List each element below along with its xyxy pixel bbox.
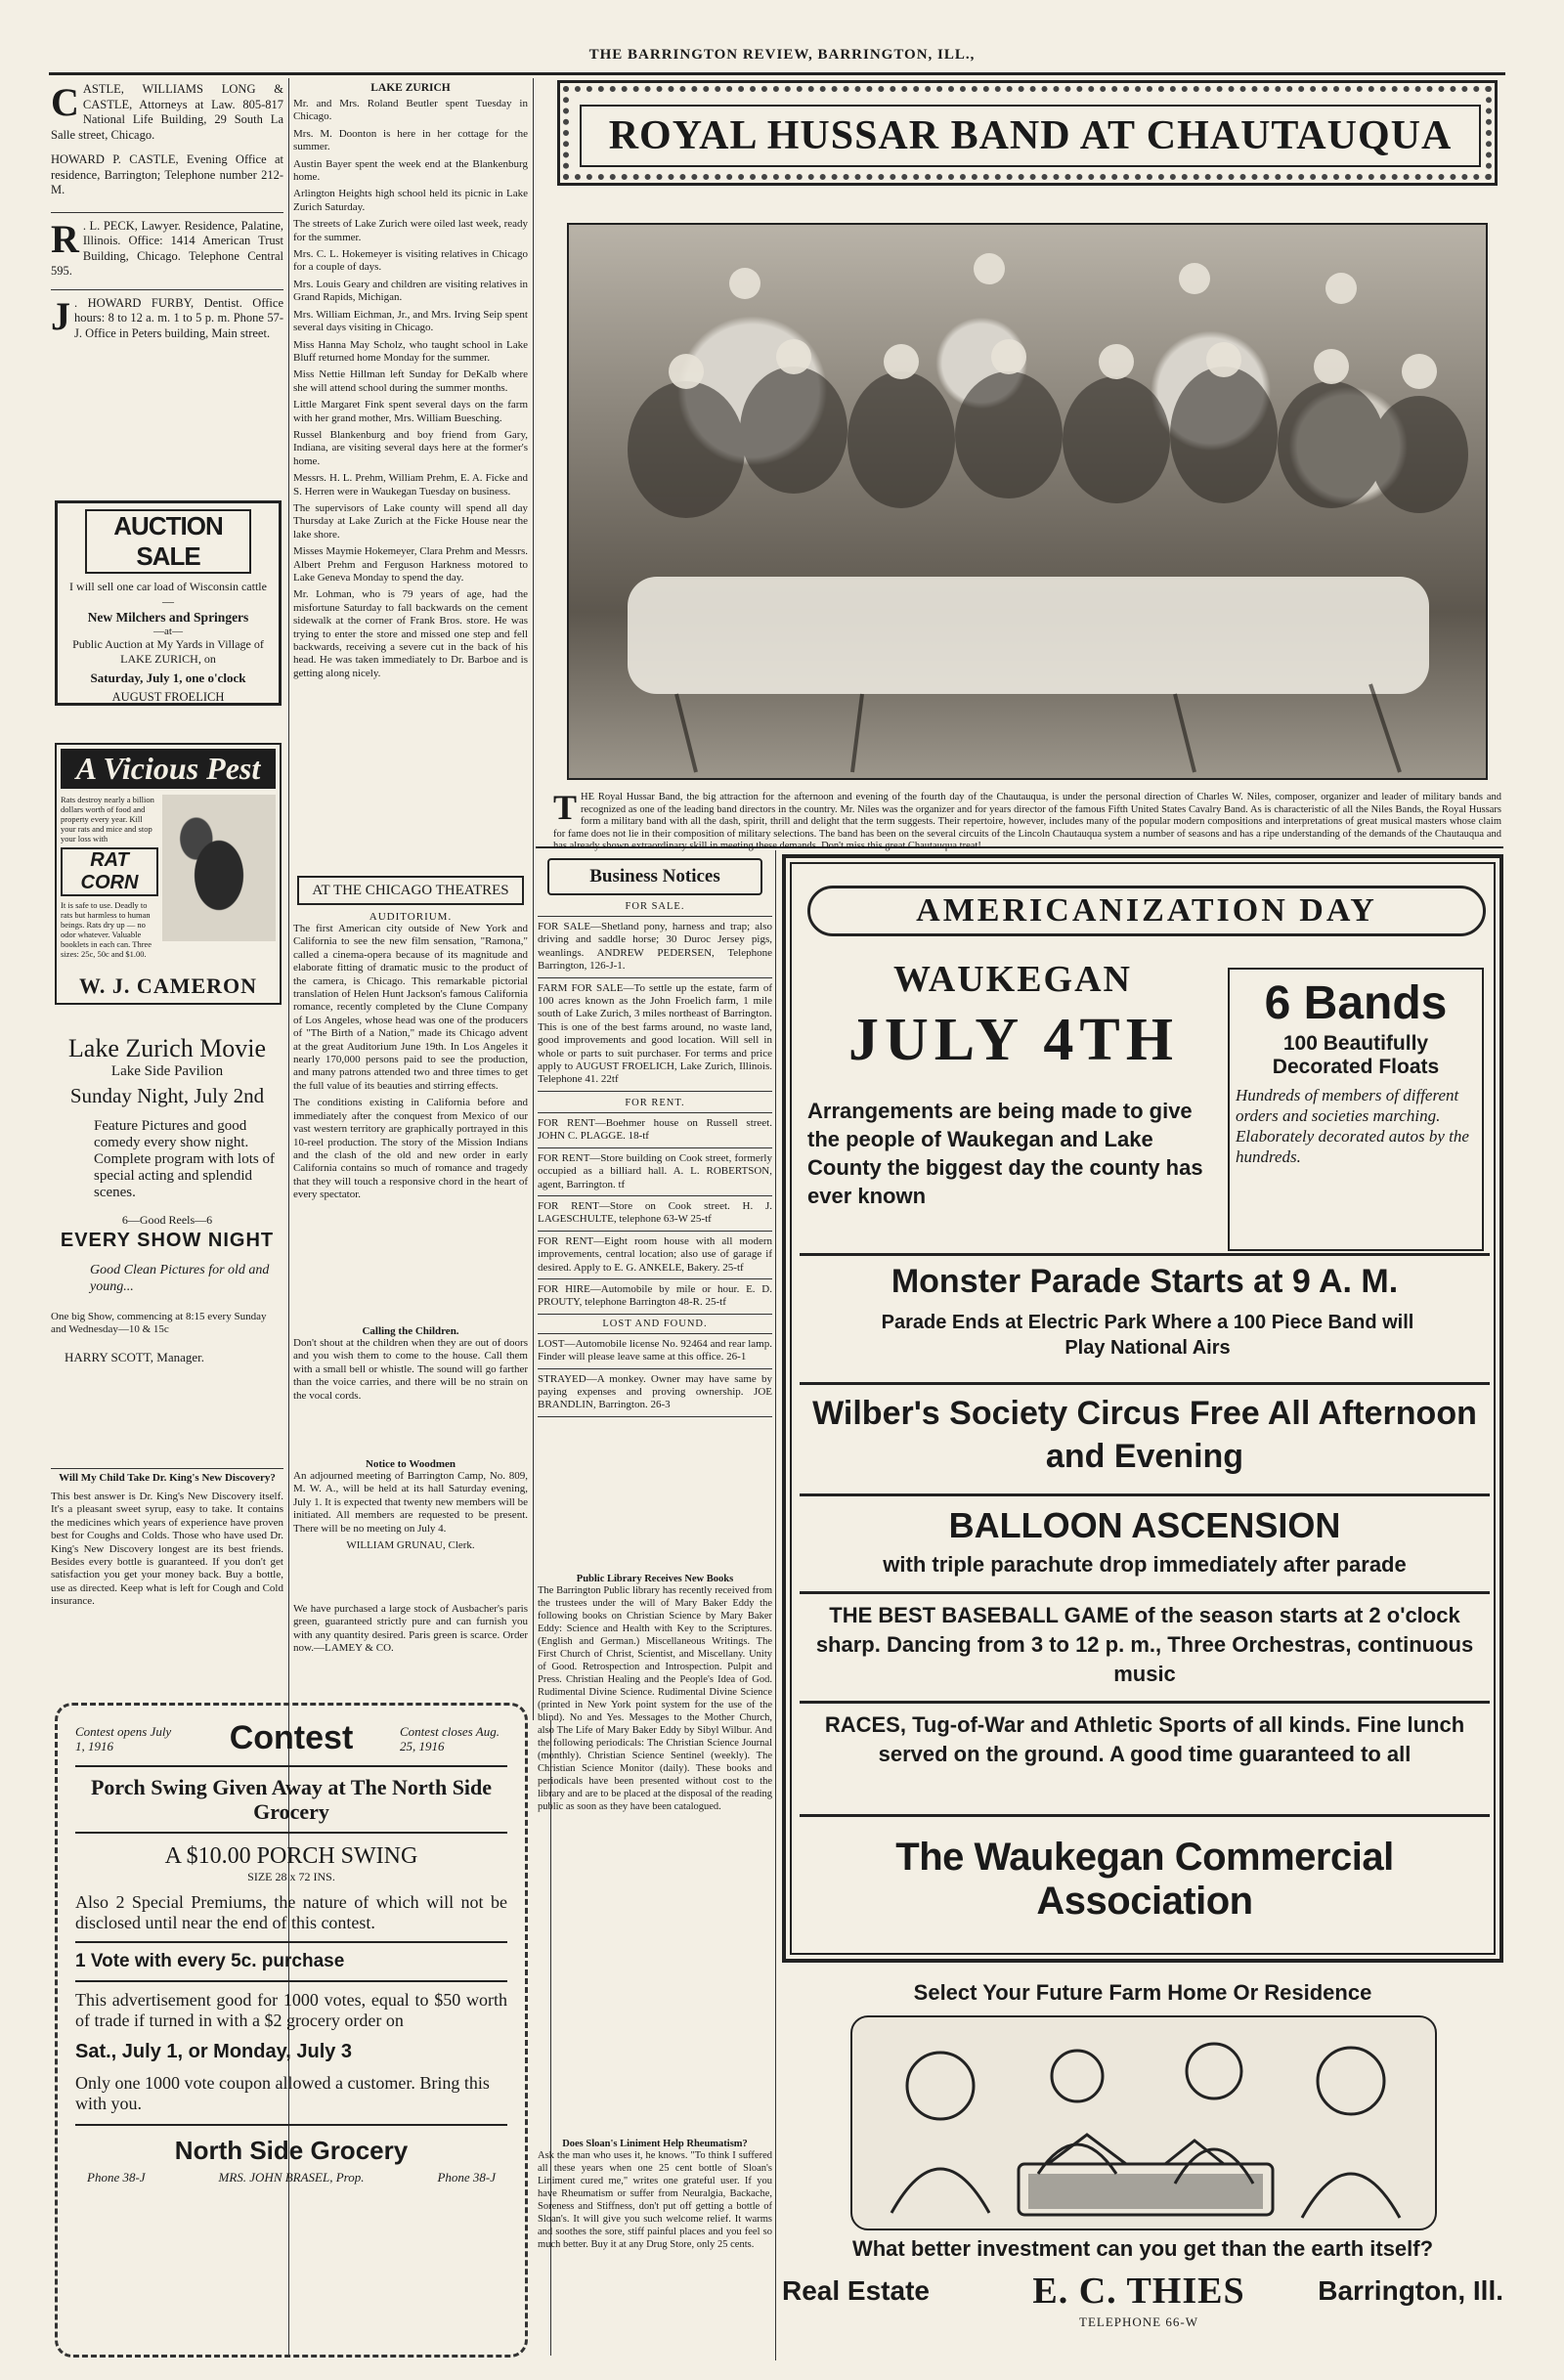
vote-rule: 1 Vote with every 5c. purchase bbox=[75, 1951, 345, 1971]
auction-date: Saturday, July 1, one o'clock bbox=[90, 671, 246, 685]
movie-title: Lake Zurich Movie bbox=[67, 1034, 267, 1062]
movie-schedule: One big Show, commencing at 8:15 every Sunday and Wednesday—10 & 15c bbox=[51, 1311, 267, 1335]
news-item: Messrs. H. L. Prehm, William Prehm, E. A. Ficke and S. Herren were in Waukegan Tuesday on business. bbox=[293, 472, 528, 498]
news-item: Austin Bayer spent the week end at the Blankenburg home. bbox=[293, 157, 528, 184]
merchant-name: W. J. CAMERON bbox=[78, 974, 258, 998]
movie-date: Sunday Night, July 2nd bbox=[69, 1084, 265, 1107]
divider bbox=[51, 1468, 283, 1469]
lake-zurich-news bbox=[293, 82, 528, 854]
phone-left: Phone 38-J bbox=[87, 2170, 146, 2185]
column-rule-3 bbox=[775, 850, 776, 2360]
notices-title: Business Notices bbox=[547, 858, 762, 895]
ec-thies-real-estate-ad bbox=[782, 1972, 1503, 2356]
movie-reels: 6—Good Reels—6 bbox=[121, 1213, 213, 1227]
news-item: Mrs. M. Doonton is here in her cottage for the summer. bbox=[293, 127, 528, 153]
divider bbox=[538, 1416, 772, 1417]
notice-head: Notice to Woodmen bbox=[365, 1458, 456, 1470]
dr-king-article bbox=[51, 1472, 283, 1667]
hussar-caption: THE Royal Hussar Band, the big attraction for the afternoon and evening of the fourth day of the Chautauqua, is under the personal direction of Charles W. Niles, composer, organizer and leader of military bands and recognized as one of the leading band directors in the country. Mr. Niles was the organizer and for years director of the famous Fifth United States Cavalry Band. As is characteristic of all the Niles Bands, the Royal Hussars form a military band with all the dash, spirit, thrill and delight that the term suggests. Their repertoire, however, includes many of the popular modern compositions and interpretations of great musical masters whose claim for fame does not lie in their composition of military selections. The band has been on the several circuits of the Lincoln Chautauqua system a number of seasons and has a ripe understanding of the demands of the Chautauqua and has already shown extraordinary skill in meeting these demands. Don't miss this great Chautauqua treat! bbox=[553, 788, 1501, 852]
card-peck: R . L. PECK, Lawyer. Residence, Palatine, Illinois. Office: 1414 American Trust Building, Chicago. Telephone Central 595. bbox=[51, 216, 283, 278]
news-item: Mr. and Mrs. Roland Beutler spent Tuesday in Chicago. bbox=[293, 98, 528, 123]
notice-body: An adjourned meeting of Barrington Camp, No. 809, M. W. A., will be held at its hall Saturday evening, July 1. It is expected that twenty new members will be initiated. All members are requested to be present. There will be no meeting on July 4. bbox=[293, 1470, 528, 1535]
auditorium-head: AUDITORIUM. bbox=[369, 911, 453, 923]
advertisement-votes: This advertisement good for 1000 votes, equal to $50 worth of trade if turned in with a $2 grocery order on bbox=[75, 1990, 507, 2030]
news-item: Miss Nettie Hillman left Sunday for DeKalb where she will attend school during the summer months. bbox=[293, 368, 528, 394]
news-item: Miss Hanna May Scholz, who taught school in Lake Bluff returned home Monday for the summer. bbox=[293, 338, 528, 364]
calling-children-article bbox=[293, 1325, 528, 1452]
divider bbox=[536, 846, 1503, 848]
product-desc: It is safe to use. Deadly to rats but harmless to human beings. Rats dry up — no odor whatever. Valuable booklets in each can. Three sizes: 25c, 50c and $1.00. bbox=[61, 900, 152, 959]
card-howard-castle: HOWARD P. CASTLE, Evening Office at residence, Barrington; Telephone number 212-M. bbox=[51, 152, 283, 196]
divider bbox=[538, 1231, 772, 1232]
rat-corn-ad bbox=[55, 743, 282, 1005]
chicago-theatres-article bbox=[293, 911, 528, 1321]
north-side-grocery-contest-ad bbox=[55, 1703, 528, 2358]
article-headline: Will My Child Take Dr. King's New Discovery? bbox=[59, 1472, 276, 1484]
auction-sale-ad bbox=[55, 500, 282, 706]
real-estate-label: Real Estate bbox=[782, 2275, 930, 2306]
location: Barrington, Ill. bbox=[1318, 2275, 1503, 2306]
auction-title: AUCTION SALE bbox=[85, 509, 251, 574]
for-sale-head: FOR SALE. bbox=[625, 901, 685, 912]
professional-cards bbox=[51, 82, 283, 493]
family-illustration bbox=[850, 2015, 1437, 2230]
races-lunch: RACES, Tug-of-War and Athletic Sports of all kinds. Fine lunch served on the ground. A good time guaranteed to all bbox=[824, 1712, 1465, 1766]
news-item: Little Margaret Fink spent several days on the farm with her grand mother, Mrs. William Buesching. bbox=[293, 399, 528, 424]
library-article bbox=[538, 1574, 772, 2082]
classified-ad: FOR RENT—Store on Cook street. H. J. LAGESCHULTE, telephone 63-W 25-tf bbox=[538, 1199, 772, 1226]
news-item: Arlington Heights high school held its picnic in Lake Zurich Saturday. bbox=[293, 188, 528, 213]
thies-name: E. C. THIES bbox=[1032, 2271, 1245, 2312]
prize-size: SIZE 28 x 72 INS. bbox=[247, 1870, 335, 1883]
prize: A $10.00 PORCH SWING bbox=[164, 1843, 418, 1869]
sloans-liniment-article bbox=[538, 2139, 772, 2354]
for-rent-list bbox=[538, 1117, 772, 1315]
americanization-day-ad bbox=[782, 854, 1503, 1963]
phone-right: Phone 38-J bbox=[437, 2170, 496, 2185]
auction-seller: AUGUST FROELICH bbox=[111, 690, 225, 704]
classified-ad: FOR SALE—Shetland pony, harness and trap; also driving and saddle horse; 30 Duroc Jersey pigs, weanlings. ANDREW PEDERSEN, Telephone Barrington, 126-J-1. bbox=[538, 921, 772, 973]
lost-found-head: LOST AND FOUND. bbox=[602, 1318, 708, 1329]
masthead-rule bbox=[49, 72, 1505, 75]
for-rent-head: FOR RENT. bbox=[625, 1097, 685, 1108]
divider bbox=[538, 1091, 772, 1092]
news-items bbox=[293, 98, 528, 680]
floats: 100 Beautifully Decorated Floats bbox=[1272, 1032, 1440, 1078]
divider bbox=[538, 1195, 772, 1196]
ad-headline: Select Your Future Farm Home Or Residence bbox=[913, 1980, 1372, 2005]
movie-good-clean: Good Clean Pictures for old and young... bbox=[90, 1263, 270, 1294]
article-body: The Barrington Public library has recently received from the trustees under the will of Mary Baker Eddy the following books on Christian Science by Mary Baker Eddy: Science and Health with Key to the Scriptures. (English and German.) Miscellaneous Writings. The First Church of Christ, Scientist, and Miscellany. Unity of Good. Retrospection and Introspection. Pulpit and Press. Christian Healing and the People's Idea of God. Rudimental Divine Science. Rudimental Divine Science (printed in New York point system for the use of the blind). No and Yes. Messages to the Mother Church, also The Life of Mary Baker Eddy by Sibyl Wilbur. And the following periodicals: The Christian Science Journal (monthly). Christian Science Sentinel (weekly). The Christian Science Monitor (daily). These books and periodicals have been presented without cost to the library and are to be placed at the disposal of the reading public as soon as they have been catalogued. bbox=[538, 1585, 772, 1812]
investment-question: What better investment can you get than the earth itself? bbox=[851, 2236, 1434, 2261]
masthead: THE BARRINGTON REVIEW, BARRINGTON, ILL., bbox=[588, 47, 976, 63]
column-rule-2 bbox=[533, 78, 534, 1720]
hussar-title: ROYAL HUSSAR BAND AT CHAUTAUQUA bbox=[580, 105, 1481, 167]
auditorium-body: The first American city outside of New York and California to see the new film sensation, "Ramona," called a cinema-opera because of its magnitude and elaborate fitting of dramatic music to the product of the camera, is Chicago. This remarkable pictorial translation of Helen Hunt Jackson's famous California romance, recently completed by the Clune Company of Los Angeles, whose head was one of the producers of "The Birth of a Nation," made its Chicago advent at the great Auditorium June 19th. In Los Angeles it nearly 170,000 persons paid to see the production, and many patrons attended two and three times to get the full value of its beauties and stirring effects. bbox=[293, 923, 528, 1092]
news-item: Russel Blankenburg and boy friend from Gary, Indiana, are visiting several days here at the former's home. bbox=[293, 428, 528, 467]
divider bbox=[538, 1147, 772, 1148]
article-body: Ask the man who uses it, he knows. "To think I suffered all these years when one 25 cent bottle of Sloan's Liniment cured me," writes one grateful user. If you have Rheumatism or suffer from Neuralgia, Backache, Soreness and Stiffness, don't put off getting a bottle of Sloan's. It will give you such welcome relief. It warms and soothes the sore, stiff painful places and you feel so much better. Buy it at any Drug Store, only 25 cents. bbox=[538, 2150, 772, 2250]
grocery-name: North Side Grocery bbox=[174, 2136, 409, 2165]
movie-every-show: EVERY SHOW NIGHT bbox=[60, 1230, 275, 1251]
coupon-limit: Only one 1000 vote coupon allowed a customer. Bring this with you. bbox=[75, 2073, 490, 2113]
divider bbox=[538, 1278, 772, 1279]
baseball-dancing: THE BEST BASEBALL GAME of the season starts at 2 o'clock sharp. Dancing from 3 to 12 p. m., Three Orchestras, continuous music bbox=[815, 1603, 1474, 1686]
ad-body: Rats destroy nearly a billion dollars worth of food and property every year. Kill your rats and mice and stop your loss with bbox=[61, 795, 154, 844]
classified-ad: FOR RENT—Eight room house with all modern improvements, central location; also use of garage if desired. Apply to E. G. ANKELE, Bakery. 25-tf bbox=[538, 1234, 772, 1274]
article-head: Calling the Children. bbox=[362, 1325, 459, 1337]
association-name: The Waukegan Commercial Association bbox=[895, 1836, 1394, 1923]
circus-headline: Wilber's Society Circus Free All Afternoon and Evening bbox=[812, 1395, 1477, 1475]
parade-headline: Monster Parade Starts at 9 A. M. bbox=[891, 1263, 1399, 1300]
divider bbox=[51, 212, 283, 213]
classified-ad: STRAYED—A monkey. Owner may have same by paying expenses and proving ownership. JOE BRANDLIN, Barrington. 26-3 bbox=[538, 1372, 772, 1411]
chicago-theatres-head: AT THE CHICAGO THEATRES bbox=[297, 876, 524, 905]
divider bbox=[538, 1314, 772, 1315]
movie-manager: HARRY SCOTT, Manager. bbox=[65, 1350, 204, 1364]
divider bbox=[538, 977, 772, 978]
auction-line-3: —at— bbox=[153, 626, 183, 637]
divider bbox=[51, 289, 283, 290]
contest-closes: Contest closes Aug. 25, 1916 bbox=[400, 1723, 500, 1753]
contest-title: Contest bbox=[229, 1719, 354, 1756]
arrangements: Arrangements are being made to give the people of Waukegan and Lake County the biggest day the county has ever known bbox=[807, 1099, 1203, 1208]
notice-body: We have purchased a large stock of Ausbacher's paris green, guaranteed strictly pure and can furnish you with any quantity desired. Paris green is scarce. Order now.—LAMEY & CO. bbox=[293, 1603, 528, 1655]
woodmen-notice bbox=[293, 1458, 528, 1595]
bands: 6 Bands bbox=[1264, 977, 1448, 1029]
hussar-band-feature bbox=[553, 80, 1501, 852]
parade-details: Parade Ends at Electric Park Where a 100 Piece Band will Play National Airs bbox=[881, 1312, 1414, 1359]
hussar-title-frame bbox=[557, 80, 1498, 186]
rat-illustration bbox=[162, 795, 276, 941]
movie-venue: Lake Side Pavilion bbox=[110, 1063, 224, 1079]
ad-title: A Vicious Pest bbox=[61, 749, 276, 789]
auction-line-2: New Milchers and Springers bbox=[87, 610, 249, 625]
contest-dates: Sat., July 1, or Monday, July 3 bbox=[75, 2041, 353, 2062]
auction-line-4: Public Auction at My Yards in Village of LAKE ZURICH, on bbox=[72, 637, 264, 666]
article-body: Don't shout at the children when they are out of doors and you wish them to come to the house. Call them with a small bell or whistle. The sound will go farther than the voice carries, and there will be no strain on the vocal cords. bbox=[293, 1337, 528, 1402]
band-photograph bbox=[567, 223, 1488, 780]
paris-green-notice bbox=[293, 1603, 528, 1681]
porch-swing-headline: Porch Swing Given Away at The North Side Grocery bbox=[90, 1775, 493, 1824]
classified-ad: FOR RENT—Store building on Cook street, formerly occupied as a billiard hall. A. L. ROBERTSON, agent, Barrington. tf bbox=[538, 1151, 772, 1190]
balloon-details: with triple parachute drop immediately after parade bbox=[883, 1552, 1407, 1577]
divider bbox=[538, 1368, 772, 1369]
family-illustration-art bbox=[852, 2017, 1435, 2229]
news-item: Misses Maymie Hokemeyer, Clara Prehm and Messrs. Albert Prehm and Ferguson Harkness motored to Lake Geneva Monday to spend the day. bbox=[293, 545, 528, 584]
city-name: WAUKEGAN bbox=[892, 959, 1133, 1000]
news-item: The supervisors of Lake county will spend all day Thursday at Lake Zurich at the Ficke House near the lake shore. bbox=[293, 501, 528, 541]
article-head: Public Library Receives New Books bbox=[576, 1574, 734, 1584]
contest-opens: Contest opens July 1, 1916 bbox=[75, 1723, 172, 1753]
marching-societies: Hundreds of members of different orders and societies marching. Elaborately decorated autos by the hundreds. bbox=[1236, 1086, 1469, 1166]
lost-found-list bbox=[538, 1338, 772, 1417]
bands-floats-box bbox=[1228, 968, 1484, 1251]
classified-ad: FARM FOR SALE—To settle up the estate, farm of 100 acres known as the John Froelich farm, 1 mile south of Lake Zurich, 3 miles northeast of Barrington. This is one of the best farms around, no waste land, good improvements and good location. Will sell in whole or parts to suit purchaser. For terms and price apply to AUGUST FROELICH, Lake Zurich, Illinois. Telephone 41. 22tf bbox=[538, 981, 772, 1086]
special-premiums: Also 2 Special Premiums, the nature of which will not be disclosed until near the end of this contest. bbox=[75, 1892, 507, 1932]
news-item: Mrs. William Eichman, Jr., and Mrs. Irving Seip spent several days visiting in Chicago. bbox=[293, 308, 528, 334]
lake-zurich-movie-ad bbox=[51, 1034, 283, 1445]
classified-ad: FOR HIRE—Automobile by mile or hour. E. D. PROUTY, telephone Barrington 48-R. 25-tf bbox=[538, 1282, 772, 1309]
ad-banner: AMERICANIZATION DAY bbox=[807, 886, 1486, 936]
auditorium-body-2: The conditions existing in California before and immediately after the conquest from Mexico of our vast western territory are graphically portrayed in this 10-reel production. The story of the Mission Indians and the clash of the old and new order in early California contains so much of romance and tragedy that they will touch a responsive chord in the heart of every spectator. bbox=[293, 1097, 528, 1201]
product-name: RAT CORN bbox=[61, 847, 158, 896]
classified-ad: FOR RENT—Boehmer house on Russell street. JOHN C. PLAGGE. 18-tf bbox=[538, 1116, 772, 1143]
section-head: LAKE ZURICH bbox=[370, 82, 451, 94]
proprietor: MRS. JOHN BRASEL, Prop. bbox=[218, 2170, 365, 2185]
news-item: Mrs. C. L. Hokemeyer is visiting relatives in Chicago for a couple of days. bbox=[293, 248, 528, 274]
article-head: Does Sloan's Liniment Help Rheumatism? bbox=[562, 2139, 748, 2149]
card-castle-williams: CASTLE, WILLIAMS LONG & CASTLE, Attorneys at Law. 805-817 National Life Building, 29 South La Salle street, Chicago. bbox=[51, 80, 283, 142]
band-silhouettes bbox=[569, 225, 1486, 778]
telephone: TELEPHONE 66-W bbox=[1079, 2315, 1198, 2329]
for-sale-list bbox=[538, 921, 772, 1092]
news-item: Mrs. Louis Geary and children are visiting relatives in Grand Rapids, Michigan. bbox=[293, 278, 528, 304]
auction-line-1: I will sell one car load of Wisconsin cattle— bbox=[69, 580, 267, 608]
classified-ad: LOST—Automobile license No. 92464 and rear lamp. Finder will please leave same at this office. 26-1 bbox=[538, 1337, 772, 1363]
news-item: Mr. Lohman, who is 79 years of age, had the misfortune Saturday to fall backwards on the cement sidewalk at the corner of Frank Bros. store. He was trying to enter the store and missed one step and fell backwards, receiving a severe cut in the back of his head. He was taken immediately to Dr. Barboe and is getting along nicely. bbox=[293, 588, 528, 679]
news-item: The streets of Lake Zurich were oiled last week, ready for the summer. bbox=[293, 218, 528, 243]
notice-signature: WILLIAM GRUNAU, Clerk. bbox=[346, 1539, 475, 1552]
article-body: This best answer is Dr. King's New Discovery itself. It's a pleasant sweet syrup, easy to take. It contains the medicines which years of experience have proven best for Coughs and Colds. Those who have used Dr. King's New Discovery longest are its best friends. Besides every bottle is guaranteed. If you don't get satisfaction you get your money back. Buy a bottle, use as directed. Keep what is left for Cough and Cold insurance. bbox=[51, 1491, 283, 1608]
movie-body: Feature Pictures and good comedy every show night. Complete program with lots of special acting and splendid scenes. bbox=[94, 1118, 275, 1200]
card-furby: J . HOWARD FURBY, Dentist. Office hours: 8 to 12 a. m. 1 to 5 p. m. Phone 57-J. Office in Peters building, Main street. bbox=[51, 293, 283, 340]
balloon-headline: BALLOON ASCENSION bbox=[948, 1505, 1341, 1545]
event-date: JULY 4TH bbox=[848, 1007, 1179, 1073]
